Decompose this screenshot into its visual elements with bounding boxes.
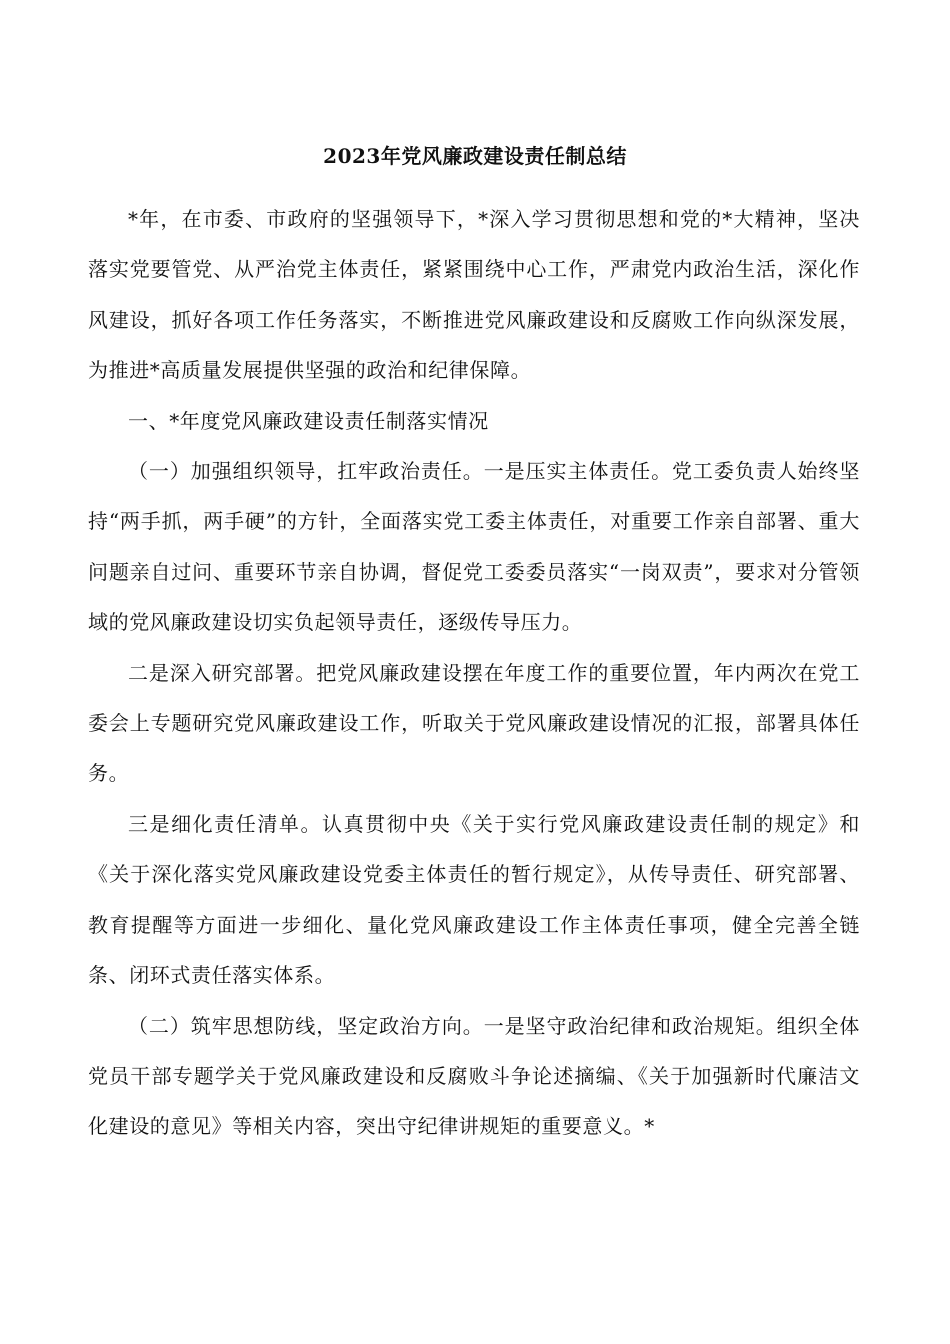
paragraph-responsibility-list: 三是细化责任清单。认真贯彻中央《关于实行党风廉政建设责任制的规定》和《关于深化落实党风廉政建设党委主体责任的暂行规定》，从传导责任、研究部署、教育提醒等方面进一步细化、量化党风廉政建设工作主体责任事项，健全完善全链条、闭环式责任落实体系。 (88, 811, 860, 988)
document-body (88, 194, 860, 1152)
section-heading-1: 一、*年度党风廉政建设责任制落实情况 (128, 408, 489, 433)
document-title: 2023年党风廉政建设责任制总结 (323, 144, 627, 168)
paragraph-organization-leadership: （一）加强组织领导，扛牢政治责任。一是压实主体责任。党工委负责人始终坚持“两手抓，两手硬”的方针，全面落实党工委主体责任，对重要工作亲自部署、重大问题亲自过问、重要环节亲自协调，督促党工委委员落实“一岗双责”，要求对分管领域的党风廉政建设切实负起领导责任，逐级传导压力。 (88, 459, 860, 635)
paragraph-research-deployment: 二是深入研究部署。把党风廉政建设摆在年度工作的重要位置，年内两次在党工委会上专题研究党风廉政建设工作，听取关于党风廉政建设情况的汇报，部署具体任务。 (88, 660, 860, 786)
paragraph-intro: *年，在市委、市政府的坚强领导下，*深入学习贯彻思想和党的*大精神，坚决落实党要管党、从严治党主体责任，紧紧围绕中心工作，严肃党内政治生活，深化作风建设，抓好各项工作任务落实，不断推进党风廉政建设和反腐败工作向纵深发展，为推进*高质量发展提供坚强的政治和纪律保障。 (88, 207, 860, 383)
paragraph-ideological-defense: （二）筑牢思想防线，坚定政治方向。一是坚守政治纪律和政治规矩。组织全体党员干部专题学关于党风廉政建设和反腐败斗争论述摘编、《关于加强新时代廉洁文化建设的意见》等相关内容，突出守纪律讲规矩的重要意义。* (88, 1013, 860, 1139)
